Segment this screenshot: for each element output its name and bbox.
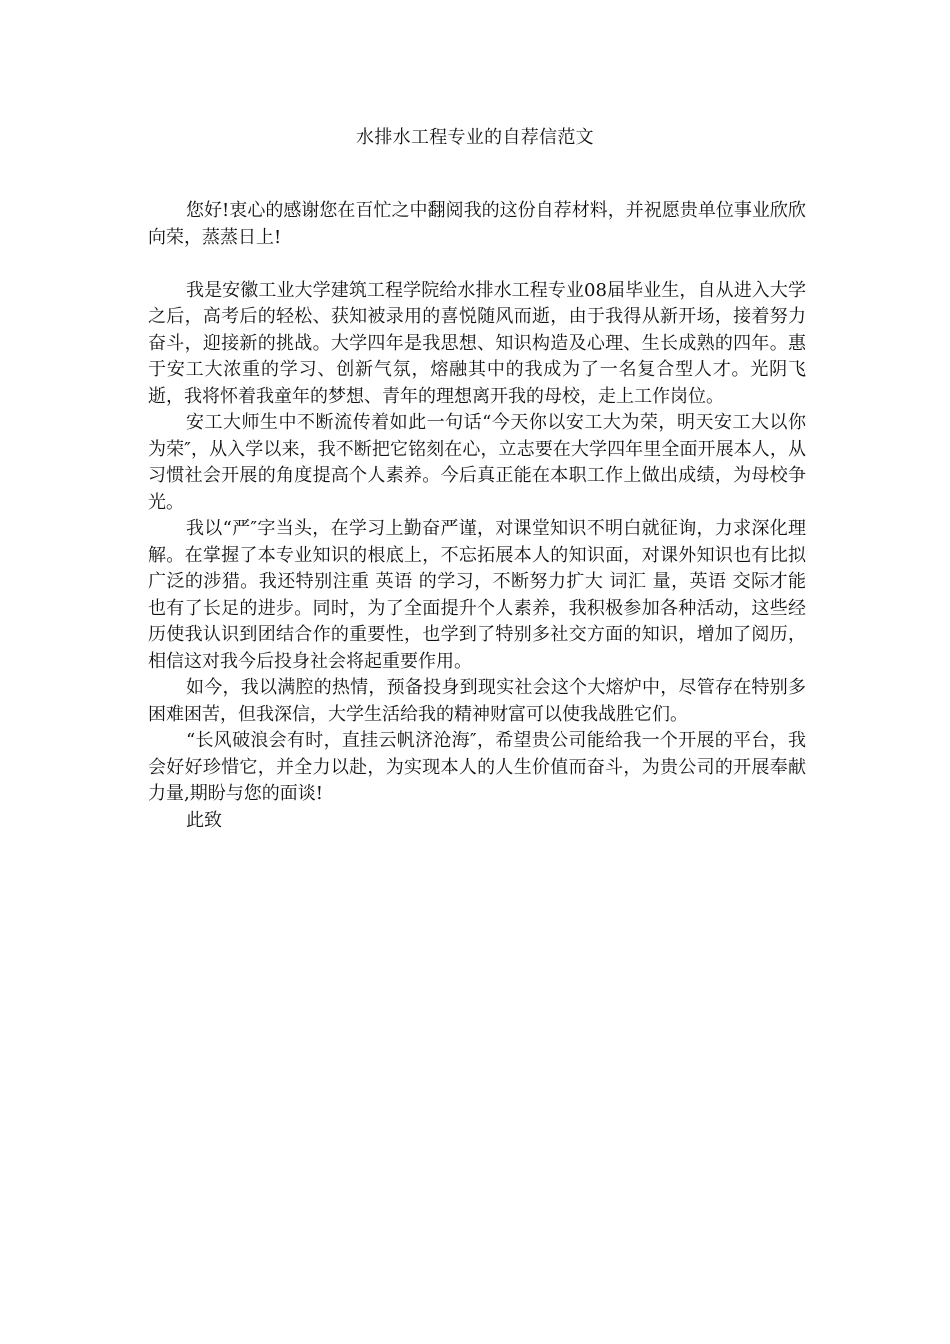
letter-body	[148, 198, 806, 834]
study-paragraph: 我以“严″字当头，在学习上勤奋严谨，对课堂知识不明白就征询，力求深化理解。在掌握了本专业知识的根底上，不忘拓展本人的知识面，对课外知识也有比拟广泛的涉猎。我还特别注重 英语 的学习，不断努力扩大 词汇 量，英语 交际才能也有了长足的进步。同时，为了全面提升个人素养，我积极参加各种活动，这些经历使我认识到团结合作的重要性，也学到了特别多社交方面的知识，增加了阅历，相信这对我今后投身社会将起重要作用。	[148, 518, 806, 672]
greeting-paragraph: 您好!衷心的感谢您在百忙之中翻阅我的这份自荐材料，并祝愿贵单位事业欣欣向荣，蒸蒸日上!	[148, 200, 806, 248]
paragraph-gap	[148, 251, 806, 278]
aspiration-paragraph: 如今，我以满腔的热情，预备投身到现实社会这个大熔炉中，尽管存在特别多困难困苦，但我深信，大学生活给我的精神财富可以使我战胜它们。	[148, 677, 806, 725]
salutation-line: 此致	[186, 809, 222, 831]
document-title: 水排水工程专业的自荐信范文	[356, 127, 594, 148]
introduction-paragraph: 我是安徽工业大学建筑工程学院给水排水工程专业08届毕业生，自从进入大学之后，高考后的轻松、获知被录用的喜悦随风而逝，由于我得从新开场，接着努力奋斗，迎接新的挑战。大学四年是我思想、知识构造及心理、生长成熟的四年。惠于安工大浓重的学习、创新气氛，熔融其中的我成为了一名复合型人才。光阴飞逝，我将怀着我童年的梦想、青年的理想离开我的母校，走上工作岗位。	[148, 279, 806, 407]
closing-paragraph: “长风破浪会有时，直挂云帆济沧海″，希望贵公司能给我一个开展的平台，我会好好珍惜它，并全力以赴，为实现本人的人生价值而奋斗，为贵公司的开展奉献力量,期盼与您的面谈!	[148, 730, 806, 804]
school-motto-paragraph: 安工大师生中不断流传着如此一句话“今天你以安工大为荣，明天安工大以你为荣″，从入学以来，我不断把它铭刻在心，立志要在大学四年里全面开展本人，从习惯社会开展的角度提高个人素养。今后真正能在本职工作上做出成绩，为母校争光。	[148, 412, 806, 513]
